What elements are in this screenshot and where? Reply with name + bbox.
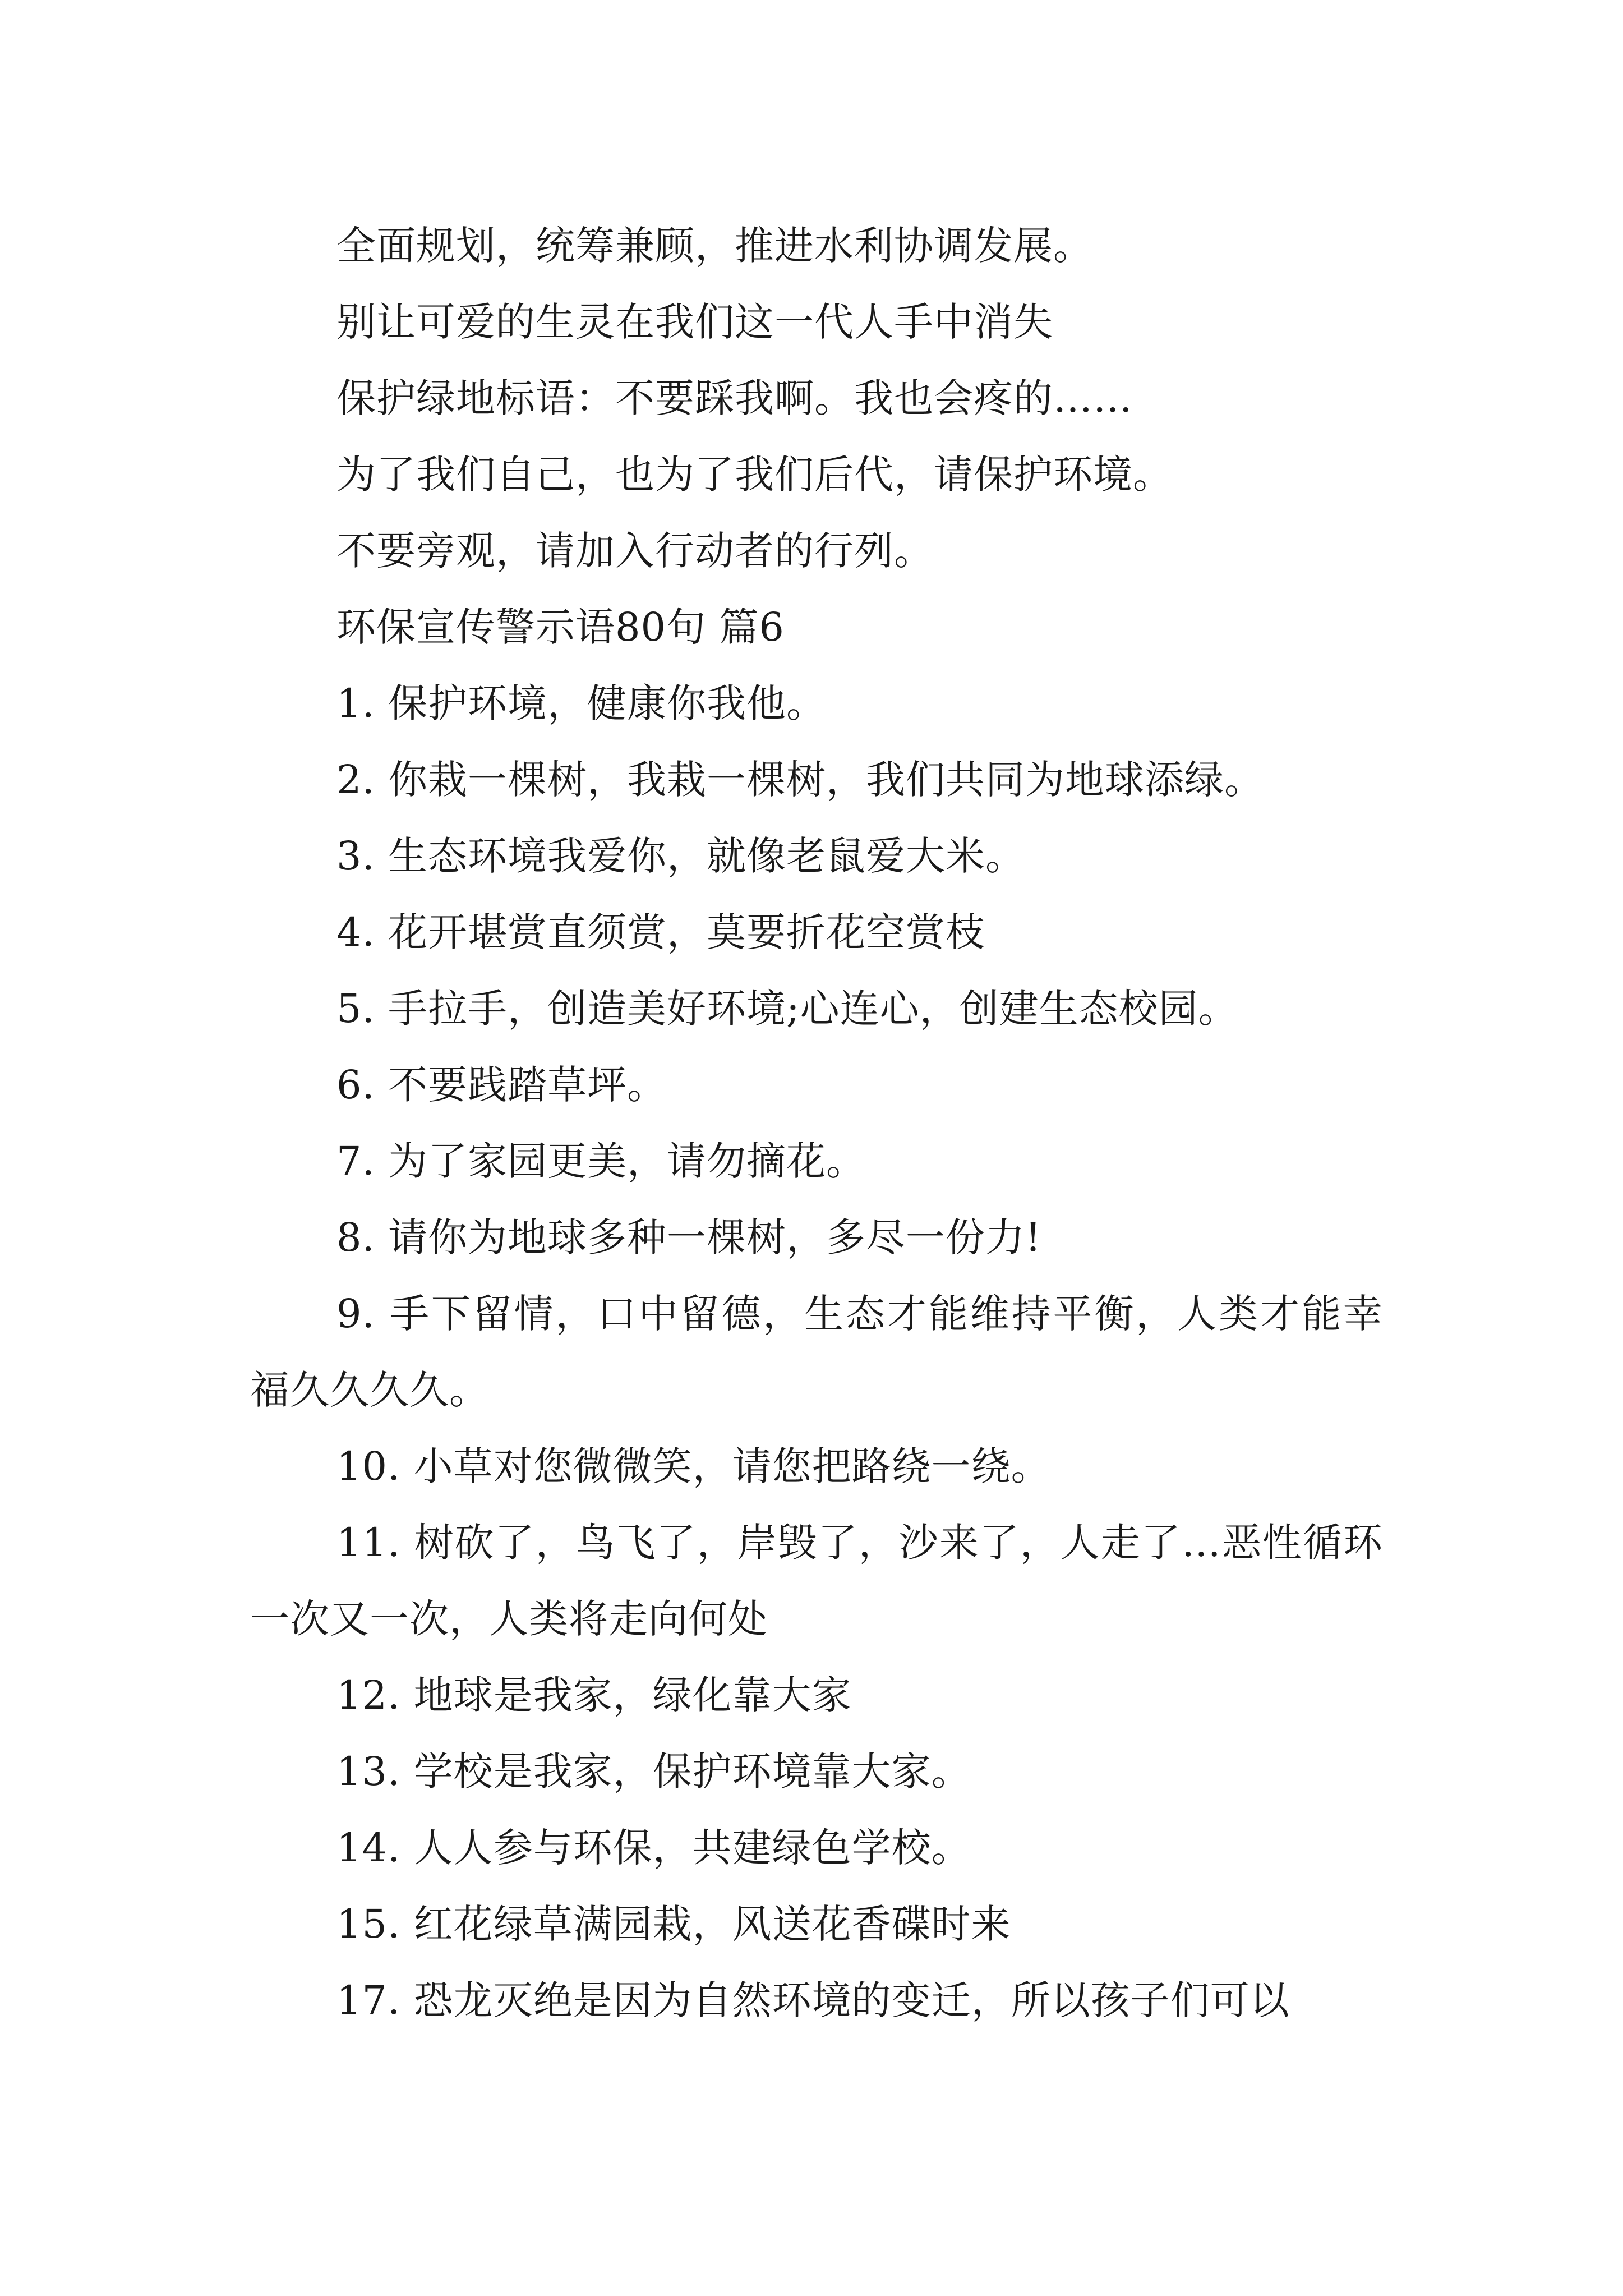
list-item: 2. 你栽一棵树，我栽一棵树，我们共同为地球添绿。 — [336, 757, 1265, 803]
list-item: 11. 树砍了，鸟飞了，岸毁了，沙来了，人走了…恶性循环一次又一次，人类将走向何处 — [250, 1520, 1383, 1642]
document-body — [250, 208, 1383, 2039]
list-item: 1. 保护环境，健康你我他。 — [336, 680, 827, 726]
list-item: 15. 红花绿草满园栽，风送花香碟时来 — [336, 1901, 1011, 1947]
list-item: 3. 生态环境我爱你，就像老鼠爱大米。 — [336, 833, 1026, 879]
paragraph: 保护绿地标语：不要踩我啊。我也会疼的…… — [336, 375, 1133, 421]
list-item: 12. 地球是我家，绿化靠大家 — [336, 1672, 852, 1718]
list-item: 9. 手下留情，口中留德，生态才能维持平衡，人类才能幸福久久久久。 — [250, 1291, 1383, 1413]
list-item: 14. 人人参与环保，共建绿色学校。 — [336, 1825, 971, 1871]
list-item: 13. 学校是我家，保护环境靠大家。 — [336, 1749, 971, 1795]
list-item: 17. 恐龙灭绝是因为自然环境的变迁，所以孩子们可以 — [336, 1977, 1290, 2023]
paragraph: 别让可爱的生灵在我们这一代人手中消失 — [336, 299, 1053, 345]
paragraph: 全面规划，统筹兼顾，推进水利协调发展。 — [336, 223, 1093, 269]
list-item: 8. 请你为地球多种一棵树，多尽一份力! — [336, 1214, 1042, 1260]
paragraph: 为了我们自己，也为了我们后代，请保护环境。 — [336, 452, 1173, 498]
list-item: 4. 花开堪赏直须赏，莫要折花空赏枝 — [336, 909, 986, 955]
list-item: 7. 为了家园更美，请勿摘花。 — [336, 1138, 866, 1184]
list-item: 5. 手拉手，创造美好环境;心连心，创建生态校园。 — [336, 986, 1238, 1032]
list-item: 6. 不要践踏草坪。 — [336, 1062, 667, 1108]
section-heading: 环保宣传警示语80句 篇6 — [336, 604, 785, 650]
paragraph: 不要旁观，请加入行动者的行列。 — [336, 528, 934, 574]
list-item: 10. 小草对您微微笑，请您把路绕一绕。 — [336, 1443, 1051, 1489]
